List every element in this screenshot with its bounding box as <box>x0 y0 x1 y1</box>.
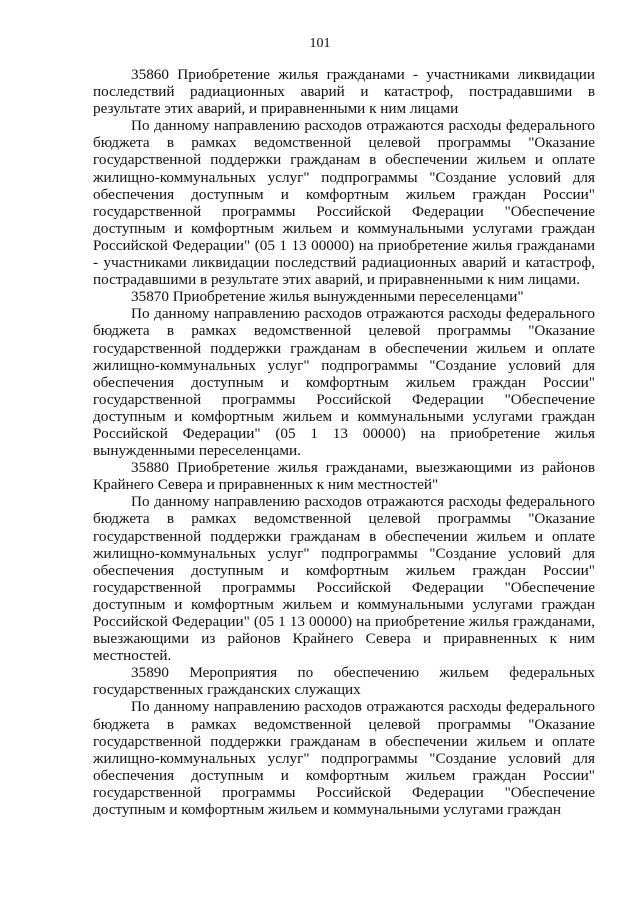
section-heading-35870: 35870 Приобретение жилья вынужденными переселенцами" <box>131 288 524 306</box>
section-heading-35860: 35860 Приобретение жилья гражданами - участниками ликвидации последствий радиационных аварий и катастроф, пострадавшими в результате этих аварий, и приравненными к ним лицами <box>93 66 595 118</box>
page-number: 101 <box>309 36 331 51</box>
paragraph-35860: По данному направлению расходов отражаются расходы федерального бюджета в рамках ведомственной целевой программы "Оказание государственной поддержки гражданам в обеспечении жильем и оплате жилищно-коммунальных услуг" подпрограммы "Создание условий для обеспечения доступным и комфортным жильем граждан России" государственной программы Российской Федерации "Обеспечение доступным и комфортным жильем и коммунальными услугами граждан Российской Федерации" (05 1 13 00000) на приобретение жилья гражданами - участниками ликвидации последствий радиационных аварий и катастроф, пострадавшими в результате этих аварий, и приравненными к ним лицами. <box>93 117 595 289</box>
paragraph-35870: По данному направлению расходов отражаются расходы федерального бюджета в рамках ведомственной целевой программы "Оказание государственной поддержки гражданам в обеспечении жильем и оплате жилищно-коммунальных услуг" подпрограммы "Создание условий для обеспечения доступным и комфортным жильем граждан России" государственной программы Российской Федерации "Обеспечение доступным и комфортным жильем и коммунальными услугами граждан Российской Федерации" (05 1 13 00000) на приобретение жилья вынужденными переселенцами. <box>93 305 595 460</box>
paragraph-35880: По данному направлению расходов отражаются расходы федерального бюджета в рамках ведомственной целевой программы "Оказание государственной поддержки гражданам в обеспечении жильем и оплате жилищно-коммунальных услуг" подпрограммы "Создание условий для обеспечения доступным и комфортным жильем граждан России" государственной программы Российской Федерации "Обеспечение доступным и комфортным жильем и коммунальными услугами граждан Российской Федерации" (05 1 13 00000) на приобретение жилья гражданами, выезжающими из районов Крайнего Севера и приравненных к ним местностей. <box>93 493 595 665</box>
section-heading-35880: 35880 Приобретение жилья гражданами, выезжающими из районов Крайнего Севера и приравненных к ним местностей" <box>93 459 595 494</box>
paragraph-35890: По данному направлению расходов отражаются расходы федерального бюджета в рамках ведомственной целевой программы "Оказание государственной поддержки гражданам в обеспечении жильем и оплате жилищно-коммунальных услуг" подпрограммы "Создание условий для обеспечения доступным и комфортным жильем граждан России" государственной программы Российской Федерации "Обеспечение доступным и комфортным жильем и коммунальными услугами граждан <box>93 698 595 819</box>
section-heading-35890: 35890 Мероприятия по обеспечению жильем федеральных государственных гражданских служащих <box>93 664 595 699</box>
document-body <box>93 66 595 818</box>
